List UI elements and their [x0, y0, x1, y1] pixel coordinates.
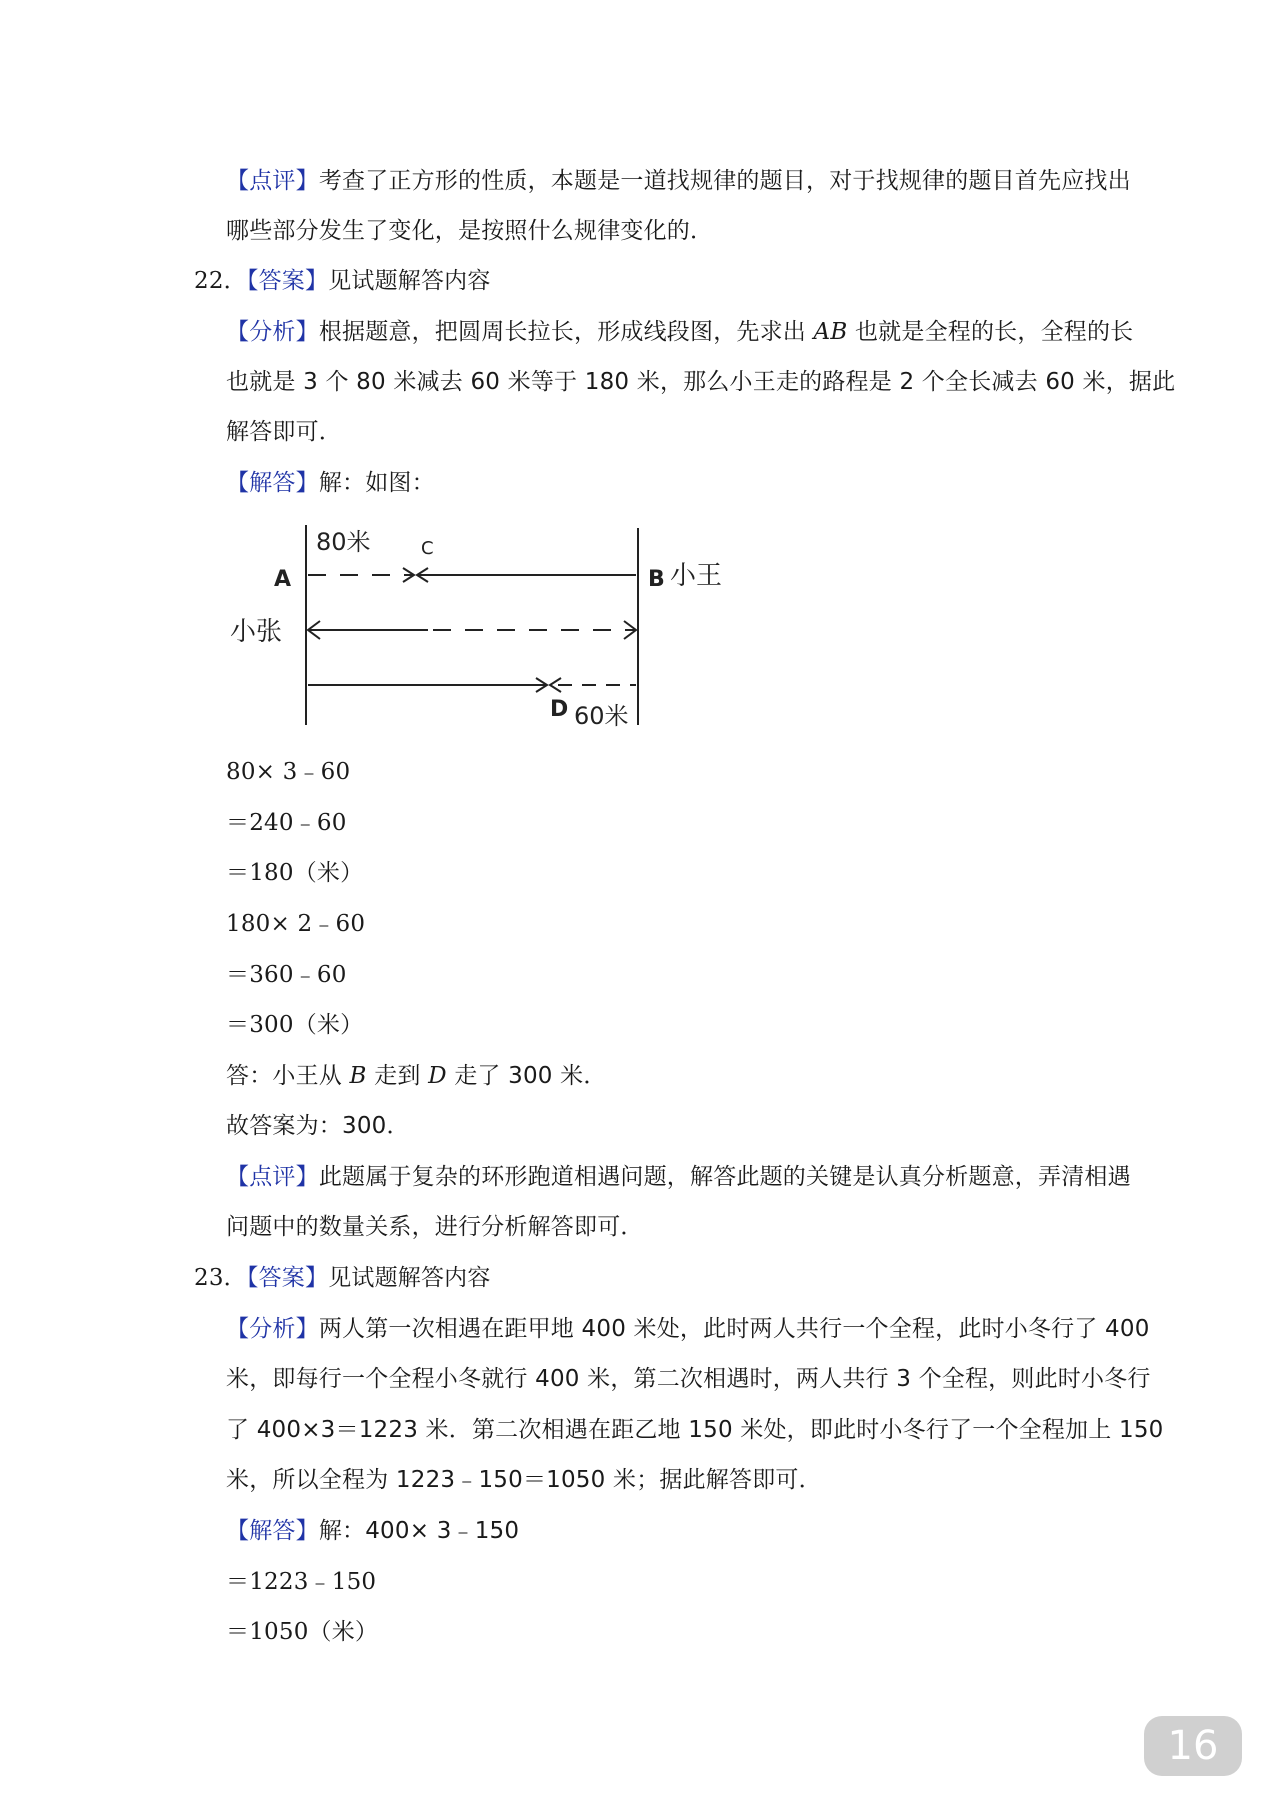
q23-solution-text: 解：400× 3﹣150: [318, 1518, 520, 1544]
q22-final-answer: 故答案为：300．: [226, 1113, 410, 1139]
q21-review-text-2: 哪些部分发生了变化，是按照什么规律变化的．: [226, 218, 714, 244]
q23-analysis-text-1: 两人第一次相遇在距甲地 400 米处，此时两人共行一个全程，此时小冬行了 400: [318, 1316, 1150, 1342]
q23-number: 23．: [194, 1265, 247, 1291]
q21-review-line-1: [226, 166, 1131, 196]
q22-analysis-line-3: [226, 417, 342, 447]
q22-solution-text: 解：如图：: [318, 470, 435, 496]
ans-text-e: 走了 300 米．: [446, 1063, 607, 1089]
q23-calc-1: ＝1223﹣150: [226, 1569, 377, 1595]
analysis-tag: 【分析】: [226, 319, 319, 345]
answer-tag-2: 【答案】: [246, 1265, 329, 1291]
q22-analysis-text-3: 解答即可．: [226, 419, 342, 445]
q23-analysis-line-2: 米，即每行一个全程小冬就行 400 米，第二次相遇时，两人共行 3 个全程，则此时小冬行: [226, 1366, 1151, 1392]
q23-answer-line: [194, 1263, 491, 1293]
ans-text-c: 走到: [366, 1063, 429, 1089]
analysis-tag-2: 【分析】: [226, 1316, 319, 1342]
ans-var-b: B: [349, 1063, 367, 1089]
q22-review-text: 此题属于复杂的环形跑道相遇问题，解答此题的关键是认真分析题意，弄清相遇: [318, 1164, 1131, 1190]
q23-answer-text: 见试题解答内容: [328, 1265, 491, 1291]
solution-tag: 【解答】: [226, 470, 319, 496]
track-diagram: [228, 520, 748, 735]
q23-analysis-line-4: 米，所以全程为 1223﹣150＝1050 米；据此解答即可．: [226, 1467, 822, 1493]
q22-calc-3: ＝180（米）: [226, 860, 364, 886]
q22-solution-line: [226, 468, 435, 498]
review-tag: 【点评】: [226, 168, 319, 194]
q22-number: 22．: [194, 268, 247, 294]
q22-calc-6: ＝300（米）: [226, 1012, 364, 1038]
q22-answer-text: 见试题解答内容: [328, 268, 491, 294]
q22-calc-5: ＝360﹣60: [226, 962, 347, 988]
q22-analysis-line-2: [226, 367, 1175, 397]
q22-answer-line: [194, 266, 491, 296]
page-number-badge: 16: [1144, 1716, 1242, 1776]
ans-var-d: D: [428, 1063, 447, 1089]
q22-answer-statement: [226, 1061, 607, 1091]
solution-tag-2: 【解答】: [226, 1518, 319, 1544]
q23-analysis-line-1: [226, 1314, 1150, 1344]
label-a: A: [274, 567, 292, 592]
label-b: B: [648, 567, 665, 592]
label-xiaozhang: 小张: [230, 617, 283, 647]
review-tag-2: 【点评】: [226, 1164, 319, 1190]
q22-analysis-text-b: 也就是全程的长，全程的长: [854, 319, 1134, 345]
q22-var-ab: AB: [813, 319, 848, 345]
q21-review-text: 考查了正方形的性质，本题是一道找规律的题目，对于找规律的题目首先应找出: [318, 168, 1131, 194]
label-c: C: [421, 538, 434, 559]
q22-analysis-text-2: 也就是 3 个 80 米减去 60 米等于 180 米，那么小王走的路程是 2 个全长减去 60 米，据此: [226, 369, 1176, 395]
q22-review-line-2: 问题中的数量关系，进行分析解答即可．: [226, 1214, 644, 1240]
label-80m: 80米: [316, 528, 371, 556]
q23-analysis-line-3: 了 400×3＝1223 米．第二次相遇在距乙地 150 米处，即此时小冬行了一个全程加上 150: [226, 1417, 1164, 1443]
q22-analysis-text-a: 根据题意，把圆周长拉长，形成线段图，先求出: [318, 319, 807, 345]
q23-solution-line: [226, 1516, 519, 1546]
label-xiaowang: 小王: [670, 561, 723, 591]
q22-calc-1: 80× 3﹣60: [226, 759, 351, 785]
q22-calc-2: ＝240﹣60: [226, 810, 347, 836]
label-60m: 60米: [574, 702, 629, 730]
q23-calc-2: ＝1050（米）: [226, 1619, 379, 1645]
q22-analysis-line-1: [226, 317, 1133, 347]
q21-review-line-2: [226, 216, 713, 246]
answer-tag: 【答案】: [246, 268, 329, 294]
ans-text-a: 答：小王从: [226, 1063, 350, 1089]
label-d: D: [550, 697, 569, 722]
q22-review-line-1: [226, 1162, 1131, 1192]
q22-calc-4: 180× 2﹣60: [226, 911, 366, 937]
